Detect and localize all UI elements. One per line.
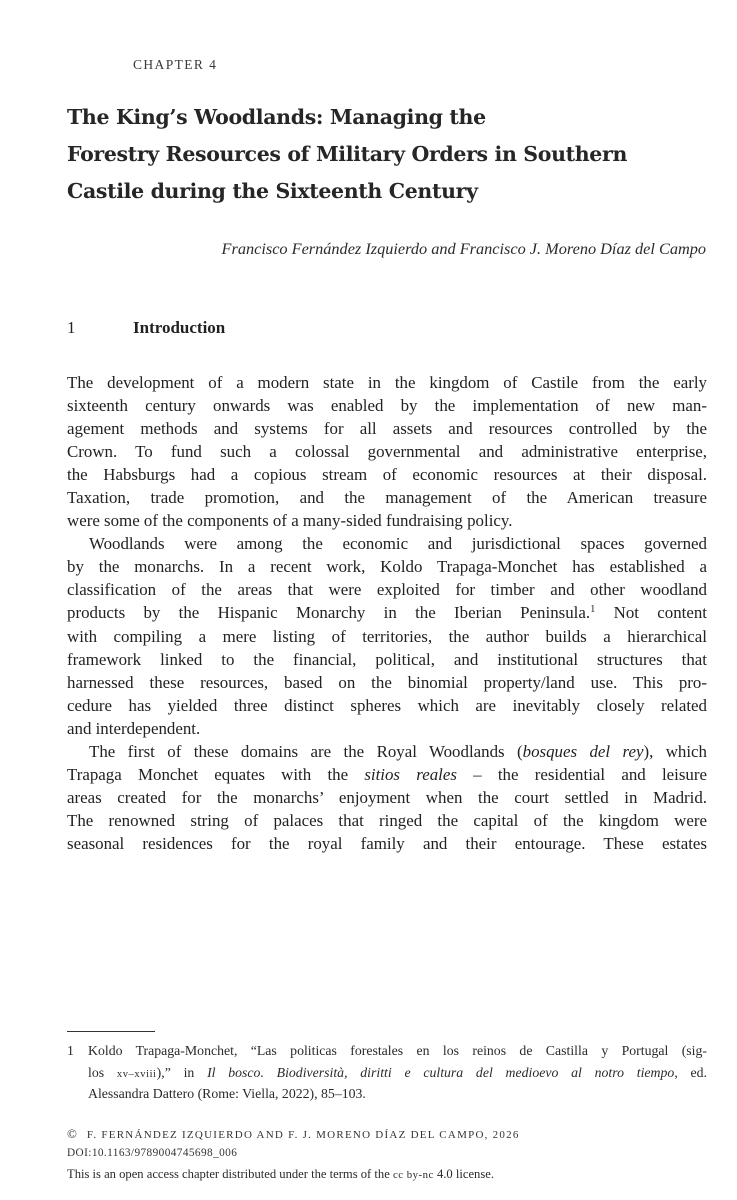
text-line: with compiling a mere listing of territories, the author builds a hierarchical <box>67 626 707 646</box>
text-line: framework linked to the financial, political, and institutional structures that <box>67 649 707 669</box>
text-span: – the residential and leisure <box>456 764 707 784</box>
footnote-number: 1 <box>67 1043 74 1058</box>
chapter-label: CHAPTER 4 <box>133 57 218 72</box>
text-line: Taxation, trade promotion, and the management of the American treasure <box>67 488 707 508</box>
footnote-text: Koldo Trapaga-Monchet, “Las politicas forestales en los reinos de Castilla y Portugal (sig- <box>88 1043 707 1058</box>
license-text-part: 4.0 license. <box>433 1167 494 1181</box>
section-heading <box>67 318 225 338</box>
footnote-text: los <box>88 1064 117 1080</box>
text-line: Woodlands were among the economic and jurisdictional spaces governed <box>89 534 707 554</box>
doi-link[interactable]: DOI:10.1163/9789004745698_006 <box>67 1147 238 1159</box>
chapter-title <box>67 99 707 210</box>
text-line: harnessed these resources, based on the binomial property/land use. This pro- <box>67 672 707 692</box>
license-name[interactable]: cc by-nc <box>392 1169 434 1181</box>
footnote <box>67 1040 707 1105</box>
chapter-title-line: Forestry Resources of Military Orders in Southern <box>67 142 627 166</box>
text-line: were some of the components of a many-sided fundraising policy. <box>67 511 513 531</box>
text-span: Trapaga Monchet equates with the <box>67 764 365 784</box>
license-text <box>67 1167 494 1182</box>
footnote-italic-title: Il bosco. Biodiversità, diritti e cultura del medioevo al notro tiempo <box>207 1064 675 1080</box>
section-number: 1 <box>67 318 76 337</box>
italic-term: bosques del rey <box>522 741 644 761</box>
copyright-text: F. FERNÁNDEZ IZQUIERDO AND F. J. MORENO DÍAZ DEL CAMPO, 2026 <box>86 1129 520 1141</box>
text-line: and interdependent. <box>67 718 201 738</box>
chapter-authors: Francisco Fernández Izquierdo and Francisco J. Moreno Díaz del Campo <box>221 239 706 258</box>
text-line: areas created for the monarchs’ enjoyment when the court settled in Madrid. <box>67 787 707 807</box>
text-line: cedure has yielded three distinct spheres which are inevitably closely related <box>67 695 707 715</box>
text-span: The first of these domains are the Royal Woodlands ( <box>89 741 523 761</box>
text-line: agement methods and systems for all assets and resources controlled by the <box>67 419 707 439</box>
text-line <box>67 601 707 624</box>
footnote-divider <box>67 1031 155 1032</box>
chapter-title-line: Castile during the Sixteenth Century <box>67 179 478 203</box>
footnote-line: Alessandra Dattero (Rome: Viella, 2022), 85–103. <box>88 1086 366 1101</box>
text-line: the Habsburgs had a copious stream of economic resources at their disposal. <box>67 465 707 485</box>
copyright-line <box>67 1126 520 1142</box>
footnote-line <box>67 1040 707 1062</box>
text-line: by the monarchs. In a recent work, Koldo Trapaga-Monchet has established a <box>67 557 707 577</box>
text-line: sixteenth century onwards was enabled by the implementation of new man- <box>67 396 707 416</box>
footnote-small-caps: xv–xviii <box>116 1068 157 1080</box>
footnote-reference[interactable]: 1 <box>590 604 596 616</box>
text-span: ), which <box>643 741 707 761</box>
text-line: Crown. To fund such a colossal governmental and administrative enterprise, <box>67 442 707 462</box>
text-line <box>67 763 707 786</box>
copyright-symbol: © <box>67 1126 77 1141</box>
body-text <box>67 371 707 855</box>
italic-term: sitios reales <box>364 764 457 784</box>
text-line: classification of the areas that were exploited for timber and other woodland <box>67 580 707 600</box>
footnote-text: , ed. <box>674 1064 707 1080</box>
footnote-line <box>67 1062 707 1084</box>
footnote-text: ),” in <box>156 1064 208 1080</box>
text-line: seasonal residences for the royal family and their entourage. These estates <box>67 833 707 853</box>
text-span: products by the Hispanic Monarchy in the Iberian Peninsula. <box>67 603 591 623</box>
license-text-part: This is an open access chapter distributed under the terms of the <box>67 1167 393 1181</box>
text-line <box>67 740 707 763</box>
section-title: Introduction <box>133 318 226 337</box>
text-line: The renowned string of palaces that ringed the capital of the kingdom were <box>67 810 707 830</box>
chapter-title-line: The King’s Woodlands: Managing the <box>67 105 486 129</box>
text-line: The development of a modern state in the kingdom of Castile from the early <box>67 373 707 392</box>
text-span: Not content <box>613 603 707 623</box>
